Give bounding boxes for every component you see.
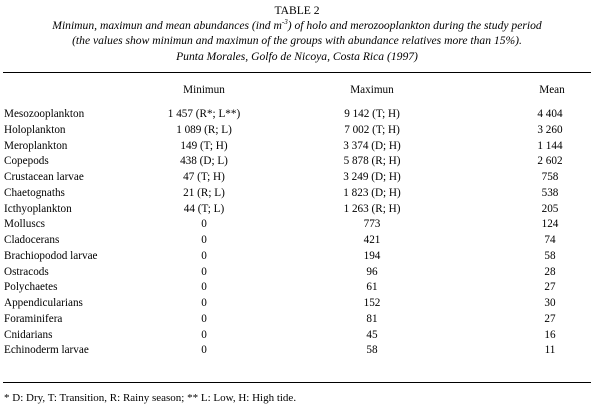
cell-group: Chaetognaths bbox=[4, 186, 65, 199]
cell-maximum: 3 249 (D; H) bbox=[343, 171, 401, 183]
cell-group: Ostracods bbox=[4, 265, 49, 278]
cell-group: Appendicularians bbox=[4, 297, 83, 309]
table-row bbox=[0, 342, 594, 358]
cell-mean: 30 bbox=[544, 297, 556, 309]
cell-group: Copepods bbox=[4, 155, 49, 168]
table-top-rule bbox=[3, 72, 591, 73]
cell-mean: 758 bbox=[541, 171, 559, 183]
header-maximum: Maximun bbox=[350, 84, 394, 96]
cell-group: Crustacean larvae bbox=[4, 171, 84, 183]
cell-mean: 27 bbox=[544, 312, 556, 325]
cell-minimum: 0 bbox=[201, 312, 207, 325]
cell-mean: 538 bbox=[541, 186, 559, 199]
table-bottom-rule bbox=[3, 382, 591, 383]
table-row bbox=[0, 153, 594, 169]
table-label: TABLE 2 bbox=[274, 4, 320, 17]
table-header-row bbox=[0, 82, 594, 98]
caption-text-pre: Minimun, maximun and mean abundances (ind m bbox=[52, 19, 282, 33]
cell-mean: 4 404 bbox=[537, 108, 563, 120]
cell-maximum: 1 823 (D; H) bbox=[343, 186, 401, 199]
table-row bbox=[0, 232, 594, 248]
cell-maximum: 81 bbox=[366, 312, 378, 325]
cell-group: Cnidarians bbox=[4, 328, 53, 341]
cell-group: Holoplankton bbox=[4, 123, 66, 136]
cell-mean: 28 bbox=[544, 265, 556, 278]
cell-maximum: 96 bbox=[366, 265, 378, 278]
cell-group: Polychaetes bbox=[4, 281, 58, 294]
cell-minimum: 0 bbox=[201, 344, 207, 357]
cell-mean: 58 bbox=[544, 249, 556, 262]
cell-maximum: 152 bbox=[363, 297, 381, 309]
cell-group: Foraminifera bbox=[4, 312, 63, 325]
cell-minimum: 0 bbox=[201, 265, 207, 278]
cell-maximum: 45 bbox=[366, 328, 378, 341]
cell-group: Echinoderm larvae bbox=[4, 344, 89, 357]
table-row bbox=[0, 295, 594, 311]
caption-text-post: ) of holo and merozooplankton during the study period bbox=[287, 19, 542, 33]
table-row bbox=[0, 169, 594, 185]
table-row bbox=[0, 216, 594, 232]
caption-line-3: Punta Morales, Golfo de Nicoya, Costa Rica (1997) bbox=[176, 49, 418, 63]
cell-maximum: 1 263 (R; H) bbox=[343, 202, 401, 215]
cell-minimum: 0 bbox=[201, 234, 207, 246]
cell-minimum: 0 bbox=[201, 328, 207, 341]
cell-mean: 74 bbox=[544, 234, 556, 246]
cell-maximum: 5 878 (R; H) bbox=[343, 155, 401, 168]
cell-maximum: 194 bbox=[363, 249, 381, 262]
table-row bbox=[0, 311, 594, 327]
cell-maximum: 7 002 (T; H) bbox=[344, 123, 400, 136]
cell-minimum: 44 (T; L) bbox=[183, 202, 225, 215]
cell-maximum: 3 374 (D; H) bbox=[343, 139, 401, 152]
cell-maximum: 61 bbox=[366, 281, 378, 294]
cell-group: Meroplankton bbox=[4, 139, 68, 152]
cell-minimum: 47 (T; H) bbox=[183, 171, 225, 183]
cell-group: Mesozooplankton bbox=[4, 108, 85, 120]
cell-group: Brachiopodod larvae bbox=[4, 249, 98, 262]
cell-mean: 2 602 bbox=[537, 155, 563, 168]
cell-maximum: 421 bbox=[363, 234, 381, 246]
caption-line-2: (the values show minimun and maximun of the groups with abundance relatives more than 15%). bbox=[72, 34, 522, 48]
cell-mean: 124 bbox=[541, 218, 559, 231]
cell-maximum: 773 bbox=[363, 218, 381, 231]
cell-group: Icthyoplankton bbox=[4, 202, 72, 215]
table-row bbox=[0, 185, 594, 201]
table-footnote: * D: Dry, T: Transition, R: Rainy season; ** L: Low, H: High tide. bbox=[4, 392, 297, 404]
cell-minimum: 149 (T; H) bbox=[180, 139, 228, 152]
cell-minimum: 0 bbox=[201, 249, 207, 262]
table-row bbox=[0, 264, 594, 280]
table-row bbox=[0, 248, 594, 264]
cell-mean: 27 bbox=[544, 281, 556, 294]
cell-mean: 1 144 bbox=[537, 139, 563, 152]
cell-minimum: 1 089 (R; L) bbox=[176, 123, 232, 136]
cell-group: Cladocerans bbox=[4, 234, 60, 246]
table-row bbox=[0, 327, 594, 343]
table-row bbox=[0, 138, 594, 154]
cell-group: Molluscs bbox=[4, 218, 46, 231]
header-minimum: Minimun bbox=[183, 84, 225, 96]
table-row bbox=[0, 122, 594, 138]
table-row bbox=[0, 106, 594, 122]
cell-minimum: 438 (D; L) bbox=[180, 155, 228, 168]
header-mean: Mean bbox=[539, 84, 565, 96]
cell-mean: 16 bbox=[544, 328, 556, 341]
caption-superscript: -3 bbox=[281, 18, 288, 27]
table-row bbox=[0, 279, 594, 295]
cell-minimum: 0 bbox=[201, 218, 207, 231]
caption-line-1 bbox=[0, 18, 594, 33]
cell-minimum: 1 457 (R*; L**) bbox=[167, 108, 241, 120]
table-caption bbox=[0, 3, 594, 64]
cell-maximum: 58 bbox=[366, 344, 378, 357]
cell-minimum: 0 bbox=[201, 297, 207, 309]
cell-mean: 11 bbox=[544, 344, 556, 357]
cell-minimum: 21 (R; L) bbox=[183, 186, 225, 199]
cell-maximum: 9 142 (T; H) bbox=[344, 108, 400, 120]
cell-mean: 3 260 bbox=[537, 123, 563, 136]
table-row bbox=[0, 201, 594, 217]
cell-mean: 205 bbox=[541, 202, 559, 215]
cell-minimum: 0 bbox=[201, 281, 207, 294]
